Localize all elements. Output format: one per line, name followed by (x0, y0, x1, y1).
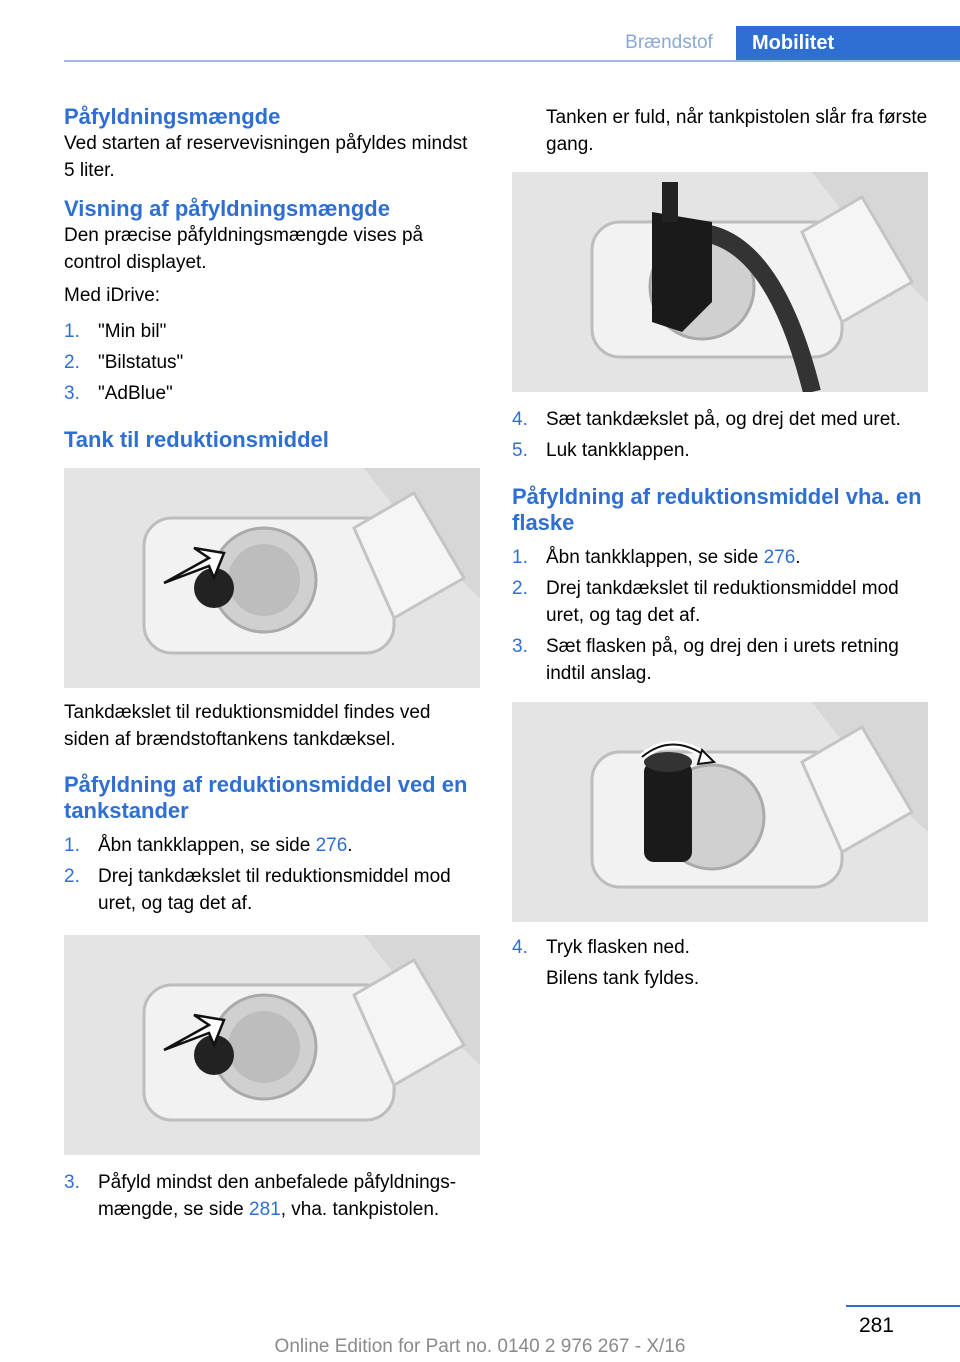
footer-edition: Online Edition for Part no. 0140 2 976 267 - X/16 (274, 1336, 686, 1357)
page-number: 281 (858, 1314, 894, 1337)
photo-pump-nozzle (512, 172, 928, 392)
bottle-illustration (512, 702, 928, 922)
page-link[interactable]: 276 (763, 547, 796, 568)
photo-tank-cap-open (64, 935, 480, 1155)
page-link[interactable]: 276 (315, 835, 348, 856)
list-item: 1. Åbn tankklappen, se side 276. (512, 547, 801, 568)
paragraph-tank-cap-location: Tankdækslet til reduktionsmiddel findes ved siden af brændstoftankens tankdæksel. (64, 702, 431, 750)
header-tab-chapter[interactable]: Mobilitet (736, 26, 960, 62)
photo-tank-cap (64, 468, 480, 688)
pump-steps-continued (64, 1169, 480, 1223)
fuel-flap-illustration (64, 468, 480, 688)
heading-fill-bottle: Påfyldning af reduktionsmiddel vha. en flaske (512, 484, 922, 535)
list-item: 3. "AdBlue" (64, 383, 173, 404)
list-item: 1. Åbn tankklappen, se side 276. (64, 835, 353, 856)
right-column (512, 104, 928, 992)
idrive-steps (64, 318, 480, 407)
list-item: 2. "Bilstatus" (64, 352, 184, 373)
paragraph-tank-fills: Bilens tank fyldes. (546, 968, 700, 989)
list-item: 5. Luk tankklappen. (512, 440, 690, 461)
paragraph-idrive: Med iDrive: (64, 285, 161, 306)
heading-fill-display: Visning af påfyldningsmængde (64, 196, 390, 221)
paragraph-fill-amount: Ved starten af reservevisningen påfyldes mindst 5 liter. (64, 133, 468, 181)
list-item: 2. Drej tankdækslet til reduktionsmiddel mod uret, og tag det af. (64, 866, 451, 914)
list-item: 3. Påfyld mindst den anbefalede påfyldningsmængde, se side 281, vha. tankpistolen. (64, 1172, 457, 1220)
heading-reductant-tank: Tank til reduktionsmiddel (64, 427, 329, 452)
pump-steps (64, 832, 480, 917)
footer-rule (846, 1305, 960, 1307)
header-tab-section[interactable]: Brændstof (625, 32, 713, 53)
left-column (64, 100, 480, 1223)
heading-fill-amount: Påfyldningsmængde (64, 104, 281, 129)
page-link[interactable]: 281 (249, 1199, 281, 1220)
bottle-steps-continued (512, 934, 928, 961)
list-item: 2. Drej tankdækslet til reduktionsmiddel mod uret, og tag det af. (512, 578, 899, 626)
heading-fill-at-pump: Påfyldning af reduktionsmiddel ved en tankstander (64, 772, 468, 823)
list-item: 3. Sæt flasken på, og drej den i urets retning indtil anslag. (512, 636, 899, 684)
pump-steps-final (512, 406, 928, 464)
photo-bottle (512, 702, 928, 922)
paragraph-tank-full: Tanken er fuld, når tankpistolen slår fra første gang. (546, 107, 928, 155)
fuel-flap-illustration (64, 935, 480, 1155)
list-item: 4. Sæt tankdækslet på, og drej det med uret. (512, 409, 901, 430)
bottle-steps (512, 544, 928, 687)
paragraph-fill-display: Den præcise påfyldningsmængde vises på control displayet. (64, 225, 424, 273)
header-rule (64, 60, 960, 62)
pump-nozzle-illustration (512, 172, 928, 392)
list-item: 1. "Min bil" (64, 321, 167, 342)
list-item: 4. Tryk flasken ned. (512, 937, 690, 958)
